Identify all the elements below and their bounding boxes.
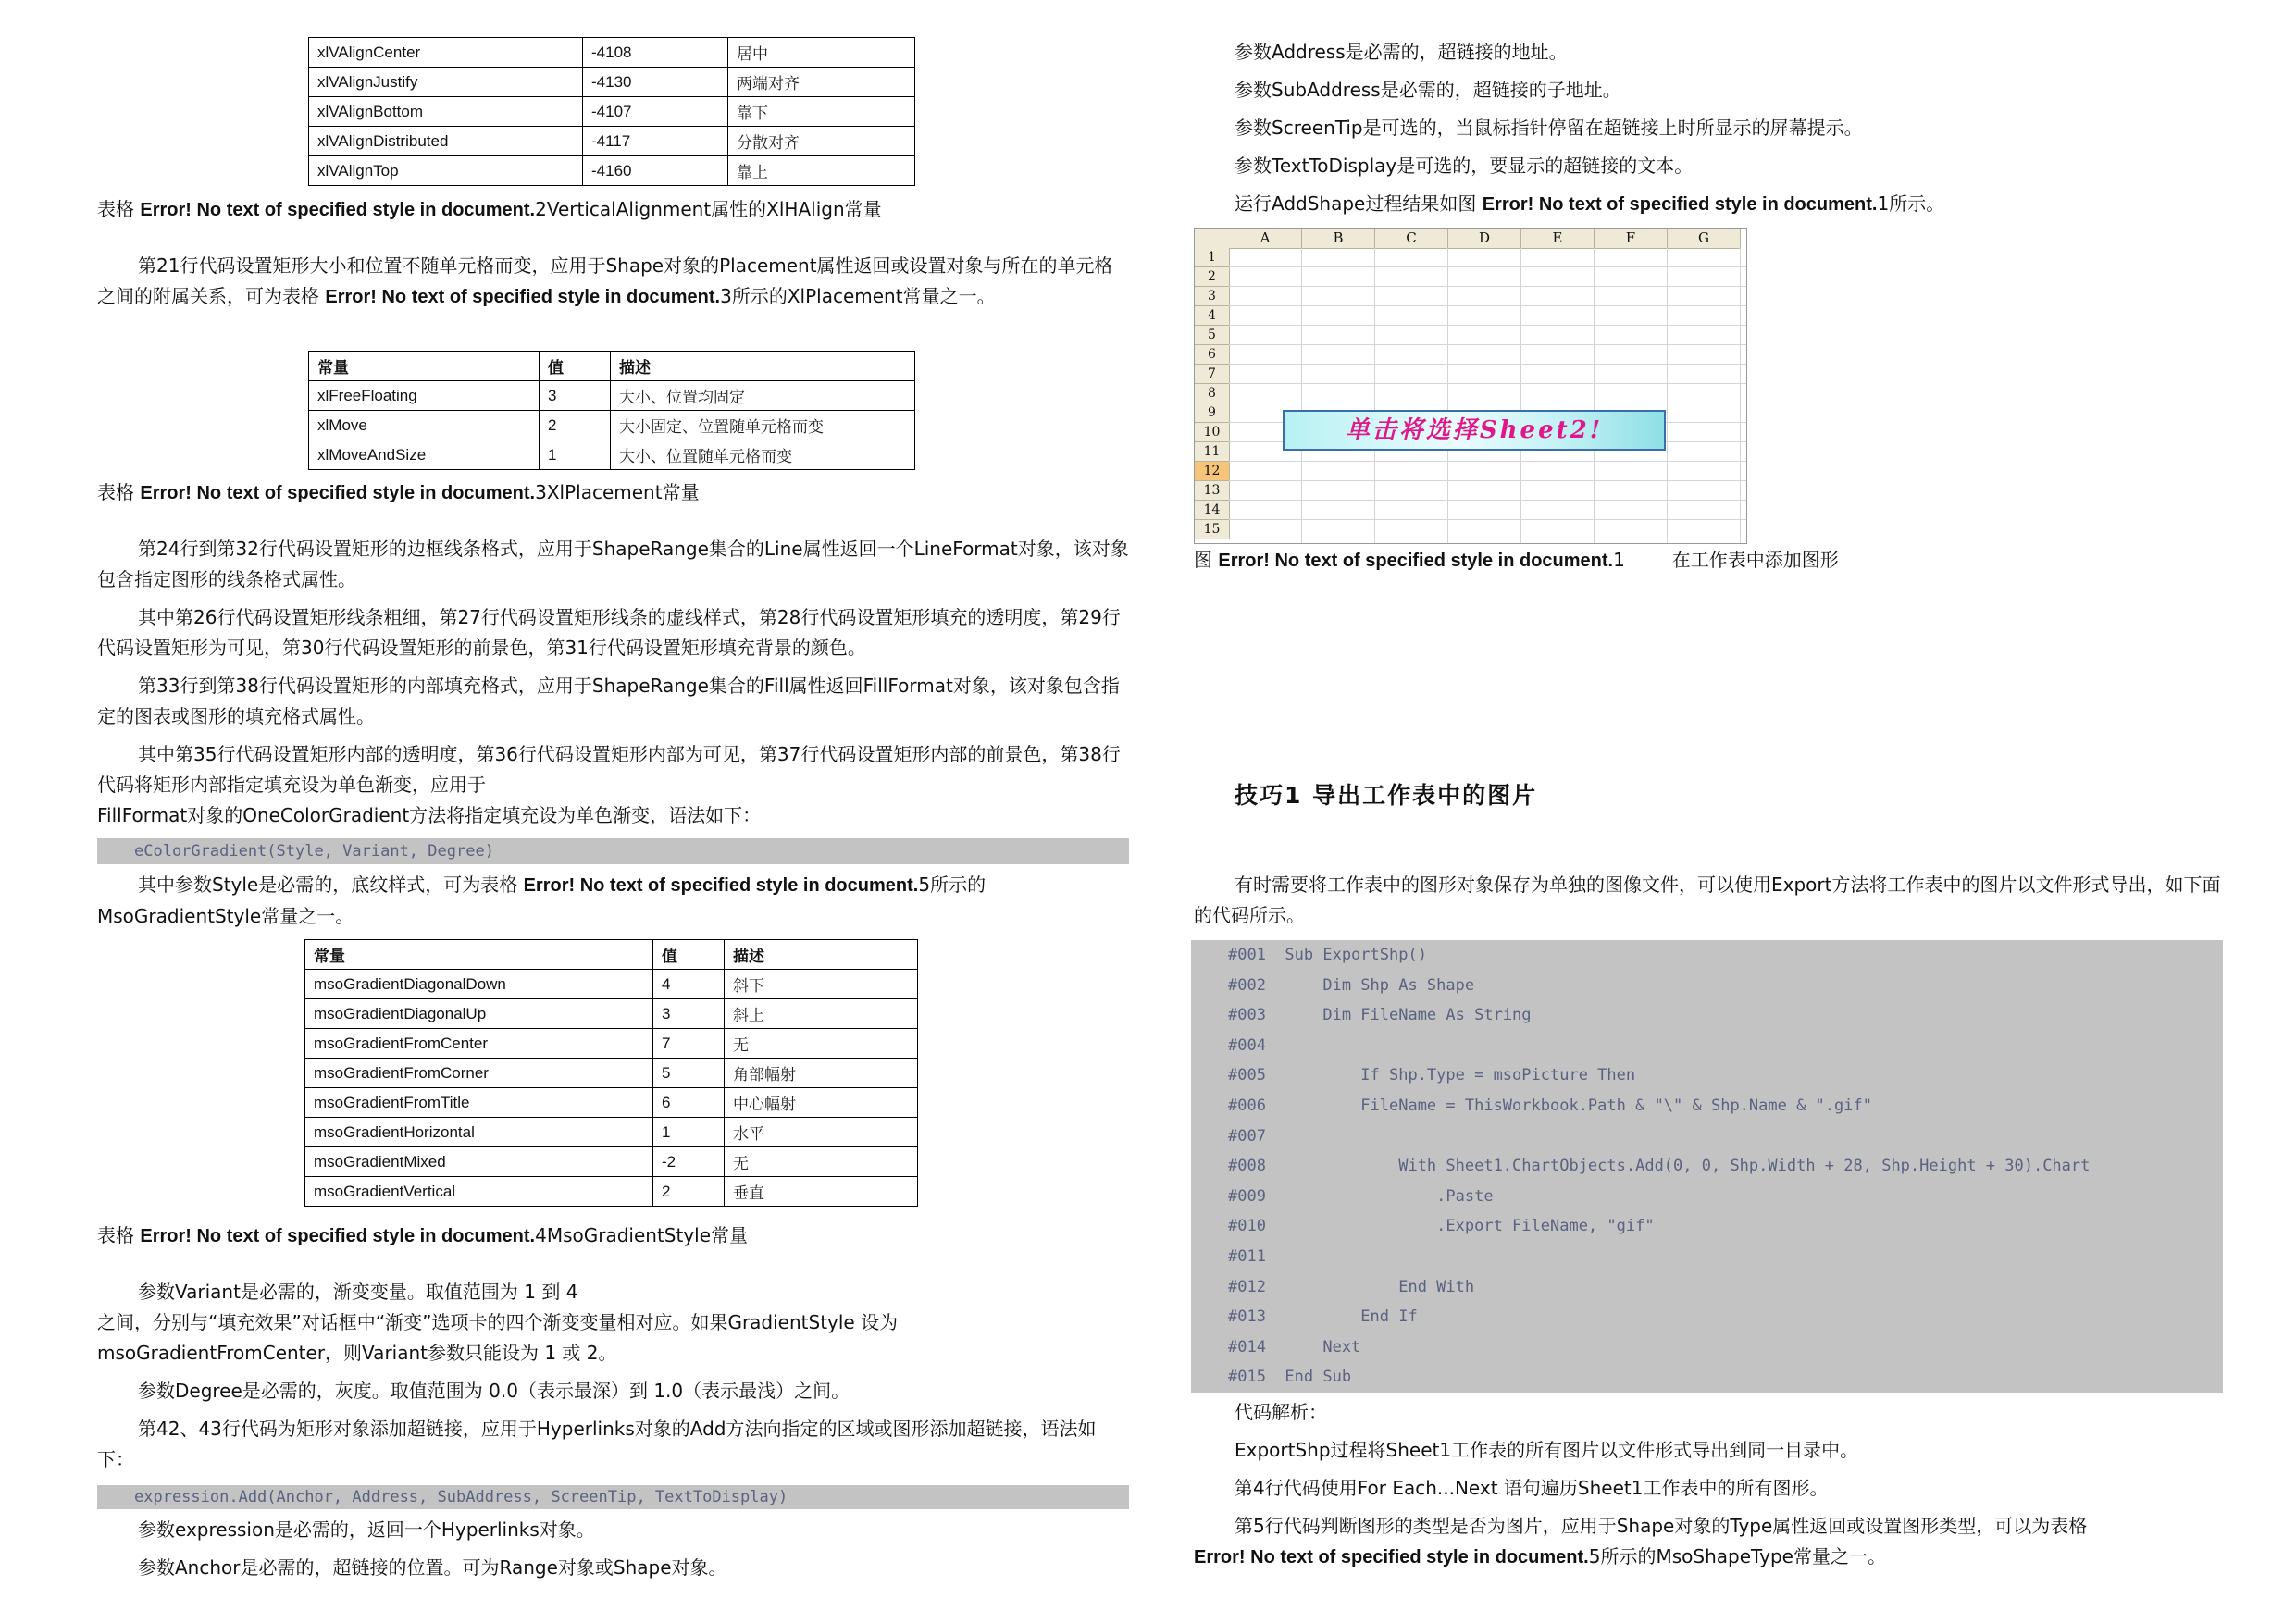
grid-line [1229,480,1746,481]
column-header[interactable]: A [1229,229,1302,249]
table-header-cell: 值 [653,940,725,970]
table-cell: 两端对齐 [728,68,915,97]
paragraph: msoGradientFromCenter，则Variant参数只能设为 1 或 2。 [97,1342,617,1364]
table-cell: xlFreeFloating [309,381,540,411]
table-header-cell: 常量 [305,940,653,970]
row-header[interactable]: 15 [1195,520,1230,539]
table-row [305,970,918,999]
grid-line [1229,286,1746,287]
table-cell: 斜上 [725,999,918,1029]
table-cell: 无 [725,1147,918,1177]
code-line: #003 Dim FileName As String [1228,1006,1532,1025]
shape-button[interactable]: 单击将选择Sheet2! [1283,410,1666,451]
table-row [309,381,915,411]
code-line: #002 Dim Shp As Shape [1228,975,1475,995]
row-header[interactable]: 9 [1195,403,1230,423]
left-page [97,0,1129,1623]
table-cell: 2 [540,411,611,440]
code-line: #011 [1228,1246,1266,1266]
right-page [1194,0,2221,1623]
row-header[interactable]: 11 [1195,442,1230,462]
code-line: #012 End With [1228,1277,1475,1296]
table-cell: 7 [653,1029,725,1059]
table-cell: 4 [653,970,725,999]
table-cell: 1 [653,1118,725,1147]
row-header[interactable]: 14 [1195,501,1230,520]
code-snippet-hyperlink: expression.Add(Anchor, Address, SubAddress, ScreenTip, TextToDisplay) [97,1485,1129,1509]
code-snippet-gradient: eColorGradient(Style, Variant, Degree) [97,838,1129,864]
row-header[interactable]: 7 [1195,365,1230,384]
table-cell: -4160 [583,156,728,186]
table-row [309,38,915,68]
table-header-row [305,940,918,970]
table-cell: 6 [653,1088,725,1118]
style-paragraph: 其中参数Style是必需的，底纹样式，可为表格 Error! No text of specified style in document.5所示的MsoGradientStyle常量之一。 [97,873,987,927]
table-cell: -4117 [583,127,728,156]
table-row [309,97,915,127]
table-cell: -4107 [583,97,728,127]
table-header-cell: 描述 [725,940,918,970]
variant-paragraphs [97,1277,1129,1475]
grid-line [1229,344,1746,345]
table-header-cell: 值 [540,352,611,381]
table-cell: 分散对齐 [728,127,915,156]
table-row [305,1118,918,1147]
table-cell: 大小、位置均固定 [611,381,915,411]
paragraph: ExportShp过程将Sheet1工作表的所有图片以文件形式导出到同一目录中。 [1235,1439,1859,1461]
paragraph: 第33行到第38行代码设置矩形的内部填充格式，应用于ShapeRange集合的Fill属性返回FillFormat对象，该对象包含指定的图表或图形的填充格式属性。 [97,675,1120,727]
paragraph: 代码解析： [1235,1401,1327,1423]
figure-caption: 图 Error! No text of specified style in document.1 在工作表中添加图形 [1194,549,1839,571]
placement-table [308,351,915,470]
code-line: #010 .Export FileName, "gif" [1228,1217,1655,1236]
code-line: #004 [1228,1035,1266,1055]
table-cell: 水平 [725,1118,918,1147]
code-line: #015 End Sub [1228,1368,1352,1387]
table-header-row [309,352,915,381]
table-cell: -4108 [583,38,728,68]
table-cell: 大小、位置随单元格而变 [611,440,915,470]
table-cell: xlVAlignJustify [309,68,583,97]
row-header[interactable]: 12 [1195,462,1230,481]
column-header[interactable]: B [1302,229,1375,249]
column-header[interactable]: E [1521,229,1595,249]
table-cell: xlVAlignTop [309,156,583,186]
table-row [305,999,918,1029]
line-format-paragraphs [97,534,1129,831]
paragraph: 参数ScreenTip是可选的，当鼠标指针停留在超链接上时所显示的屏幕提示。 [1235,117,1863,139]
table-row [309,68,915,97]
table-header-cell: 常量 [309,352,540,381]
paragraph: 其中第35行代码设置矩形内部的透明度，第36行代码设置矩形内部为可见，第37行代码设置矩形内部的前景色，第38行代码将矩形内部指定填充设为单色渐变，应用于 [97,743,1121,796]
paragraph: 之间，分别与“填充效果”对话框中“渐变”选项卡的四个渐变变量相对应。如果GradientStyle 设为 [97,1311,899,1333]
paragraph: 有时需要将工作表中的图形对象保存为单独的图像文件，可以使用Export方法将工作表中的图片以文件形式导出，如下面的代码所示。 [1194,873,2221,926]
table-cell: msoGradientFromCenter [305,1029,653,1059]
code-line: #009 .Paste [1228,1186,1494,1206]
row-header[interactable]: 10 [1195,423,1230,442]
code-analysis: 代码解析： ExportShp过程将Sheet1工作表的所有图片以文件形式导出到同一目录中。 第4行代码使用For Each...Next 语句遍历Sheet1工作表中的所有图形。 第5行代码判断图形的类型是否为图片，应用于Shape对象的Type属性返回或设置图形类型，可以为表格 Error! No text of specified style in document.5所示的MsoShapeType常量之一。 [1194,1397,2221,1573]
paragraph: 参数expression是必需的，返回一个Hyperlinks对象。 [138,1518,595,1541]
paragraph: FillFormat对象的OneColorGradient方法将指定填充设为单色渐变，语法如下： [97,804,762,826]
table-cell: 无 [725,1029,918,1059]
table-cell: 靠下 [728,97,915,127]
table-cell: 3 [653,999,725,1029]
table-cell: 1 [540,440,611,470]
worksheet-screenshot [1194,228,1747,544]
table-cell: 3 [540,381,611,411]
table-cell: msoGradientFromCorner [305,1059,653,1088]
row-header[interactable]: 3 [1195,287,1230,306]
table-cell: 2 [653,1177,725,1207]
grid-line [1229,383,1746,384]
table-row [309,127,915,156]
paragraph: 参数SubAddress是必需的，超链接的子地址。 [1235,79,1621,101]
code-line: #013 End If [1228,1307,1418,1327]
paragraph: 第24行到第32行代码设置矩形的边框线条格式，应用于ShapeRange集合的Line属性返回一个LineFormat对象，该对象包含指定图形的线条格式属性。 [97,538,1129,590]
column-header[interactable]: D [1448,229,1521,249]
section-heading: 技巧1 导出工作表中的图片 [1235,782,1538,809]
row-header[interactable]: 2 [1195,267,1230,287]
table-row [309,156,915,186]
column-header[interactable]: F [1595,229,1668,249]
grid-line [1229,500,1746,501]
row-header[interactable]: 13 [1195,481,1230,501]
table-cell: 靠上 [728,156,915,186]
paragraph: 参数Variant是必需的，渐变变量。取值范围为 1 到 4 [138,1281,578,1303]
table-cell: xlVAlignCenter [309,38,583,68]
table-cell: msoGradientFromTitle [305,1088,653,1118]
table-row [305,1177,918,1207]
table-row [309,411,915,440]
gradient-table-caption: 表格 Error! No text of specified style in document.4MsoGradientStyle常量 [97,1224,749,1246]
row-header[interactable]: 4 [1195,306,1230,326]
row-header[interactable]: 5 [1195,326,1230,345]
paragraph: 参数Address是必需的，超链接的地址。 [1235,41,1568,63]
grid-line [1229,325,1746,326]
column-header[interactable]: G [1668,229,1741,249]
code-line: #008 With Sheet1.ChartObjects.Add(0, 0, Shp.Width + 28, Shp.Height + 30).Chart [1228,1157,2091,1176]
hyperlink-parameters: 参数Address是必需的，超链接的地址。 参数SubAddress是必需的，超链接的子地址。 参数ScreenTip是可选的，当鼠标指针停留在超链接上时所显示的屏幕提示。 参数TextToDisplay是可选的，要显示的超链接的文本。 运行AddShape过程结果如图 Error! No text of specified style in document.1所示。 [1194,37,2221,220]
paragraph: 参数Anchor是必需的，超链接的位置。可为Range对象或Shape对象。 [138,1556,727,1579]
table-cell: 中心幅射 [725,1088,918,1118]
table-cell: msoGradientHorizontal [305,1118,653,1147]
table-cell: xlMove [309,411,540,440]
table-row [305,1029,918,1059]
table-cell: msoGradientDiagonalUp [305,999,653,1029]
table-cell: 大小固定、位置随单元格而变 [611,411,915,440]
grid-line [1229,305,1746,306]
paragraph: 第5行代码判断图形的类型是否为图片，应用于Shape对象的Type属性返回或设置图形类型，可以为表格 [1235,1515,2088,1537]
valign-table-caption: 表格 Error! No text of specified style in document.2VerticalAlignment属性的XlHAlign常量 [97,198,882,220]
code-line: #007 [1228,1126,1266,1146]
row-header[interactable]: 8 [1195,384,1230,403]
table-cell: 斜下 [725,970,918,999]
paragraph: 第42、43行代码为矩形对象添加超链接，应用于Hyperlinks对象的Add方法向指定的区域或图形添加超链接，语法如下： [97,1418,1097,1470]
code-line: #006 FileName = ThisWorkbook.Path & "\" & Shp.Name & ".gif" [1228,1096,1872,1115]
table-cell: xlVAlignBottom [309,97,583,127]
table-cell: msoGradientDiagonalDown [305,970,653,999]
table-cell: msoGradientMixed [305,1147,653,1177]
table-cell: msoGradientVertical [305,1177,653,1207]
table-cell: 角部幅射 [725,1059,918,1088]
paragraph: 其中第26行代码设置矩形线条粗细，第27行代码设置矩形线条的虚线样式，第28行代码设置矩形填充的透明度，第29行代码设置矩形为可见，第30行代码设置矩形的前景色，第31行代码设置矩形填充背景的颜色。 [97,606,1121,659]
grid-line [1229,519,1746,520]
table-row [305,1088,918,1118]
grid-line [1229,461,1746,462]
paragraph: 参数Degree是必需的，灰度。取值范围为 0.0（表示最深）到 1.0（表示最浅）之间。 [138,1380,850,1402]
expression-paragraphs [97,1515,1129,1583]
table-cell: 5 [653,1059,725,1088]
table-cell: 垂直 [725,1177,918,1207]
code-line: #001 Sub ExportShp() [1228,946,1427,964]
grid-line [1229,364,1746,365]
table-cell: xlVAlignDistributed [309,127,583,156]
row-header[interactable]: 1 [1195,248,1230,267]
table-cell: -2 [653,1147,725,1177]
code-line: #014 Next [1228,1337,1361,1357]
placement-table-caption: 表格 Error! No text of specified style in document.3XlPlacement常量 [97,481,700,503]
select-all-corner [1195,229,1230,249]
gradient-table [304,939,918,1207]
column-header[interactable]: C [1375,229,1448,249]
code-line: #005 If Shp.Type = msoPicture Then [1228,1066,1636,1085]
table-cell: 居中 [728,38,915,68]
paragraph: 参数TextToDisplay是可选的，要显示的超链接的文本。 [1235,155,1694,177]
table-row [305,1147,918,1177]
table-row [305,1059,918,1088]
valign-table [308,37,915,186]
table-row [309,440,915,470]
table-cell: -4130 [583,68,728,97]
table-header-cell: 描述 [611,352,915,381]
table-cell: xlMoveAndSize [309,440,540,470]
grid-line [1229,266,1746,267]
paragraph: 第4行代码使用For Each...Next 语句遍历Sheet1工作表中的所有图形。 [1235,1477,1829,1499]
row-header[interactable]: 6 [1195,345,1230,365]
placement-paragraph: 第21行代码设置矩形大小和位置不随单元格而变，应用于Shape对象的Placement属性返回或设置对象与所在的单元格之间的附属关系，可为表格 Error! No text of specified style in document.3所示的XlPlacement常量之一。 [97,254,1113,307]
export-code-block [1191,940,2223,1393]
export-intro [1194,870,2221,931]
